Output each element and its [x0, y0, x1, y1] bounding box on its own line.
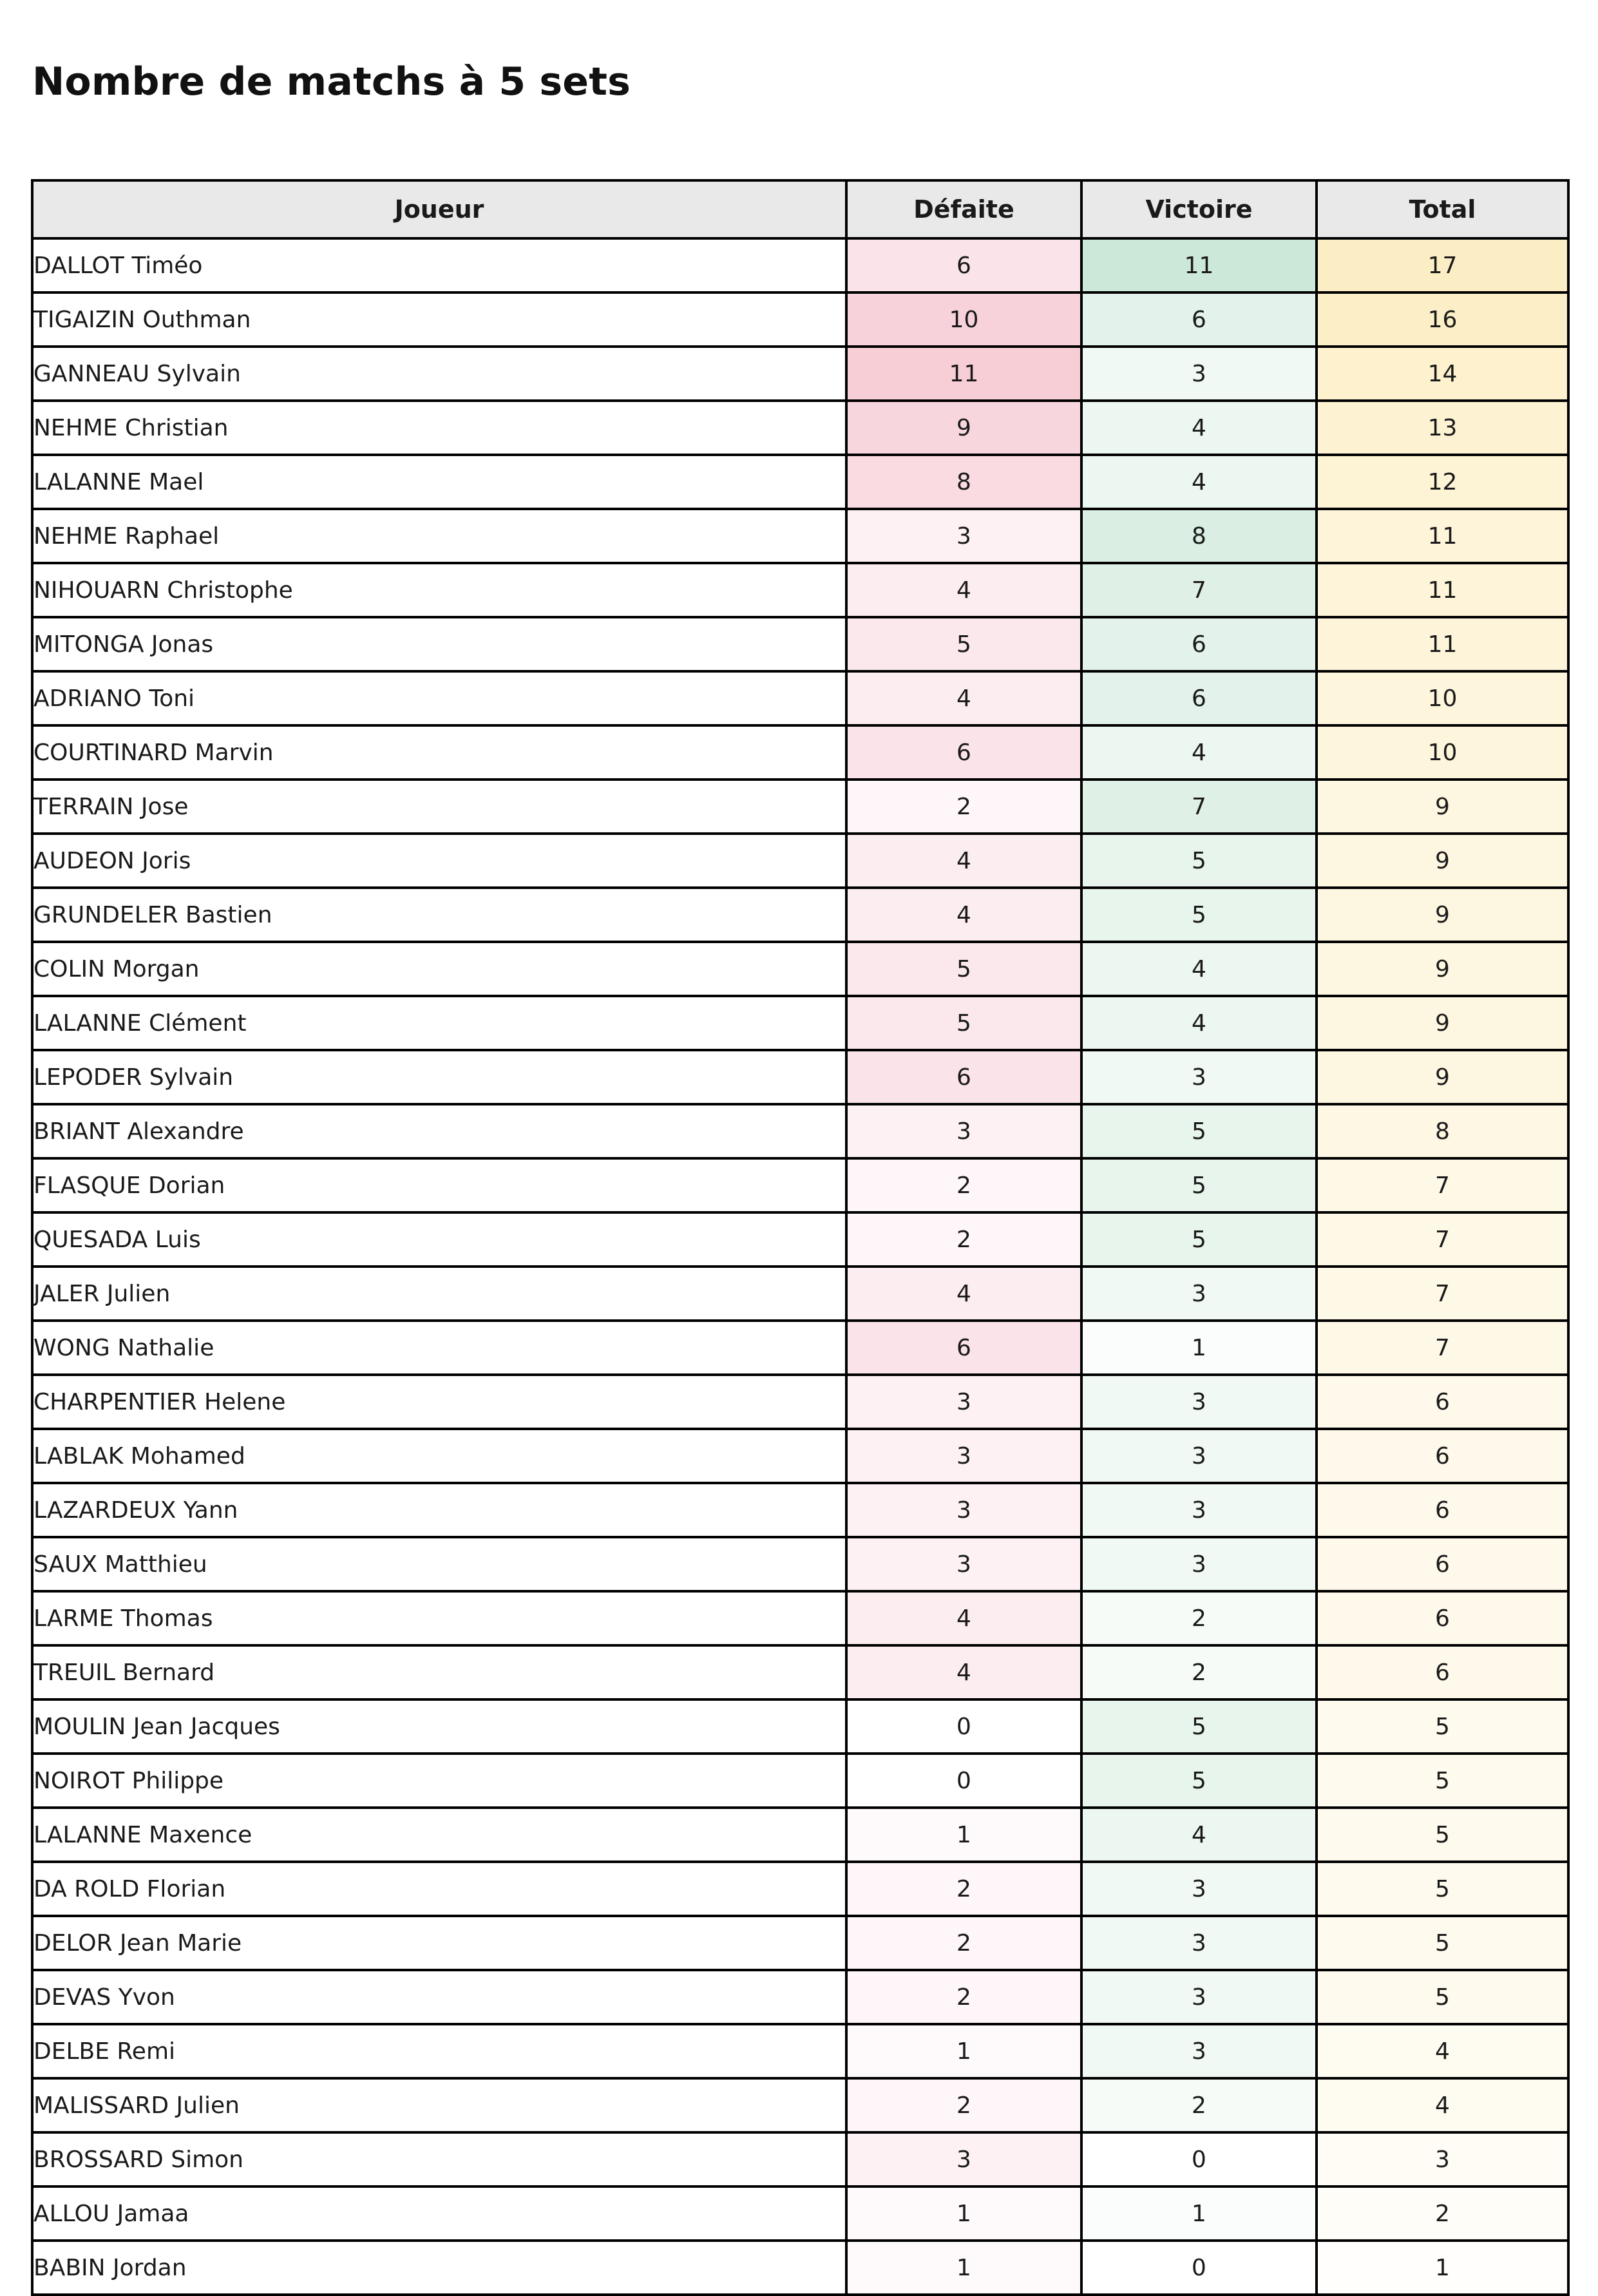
cell-joueur: JALER Julien	[32, 1267, 846, 1321]
cell-victoire: 4	[1081, 455, 1317, 509]
cell-defaite: 8	[846, 455, 1081, 509]
cell-defaite: 3	[846, 1104, 1081, 1158]
cell-joueur: NEHME Raphael	[32, 509, 846, 563]
cell-joueur: DALLOT Timéo	[32, 238, 846, 292]
cell-joueur: DA ROLD Florian	[32, 1862, 846, 1916]
table-header	[32, 180, 1568, 238]
table-row[interactable]	[32, 2186, 1568, 2241]
cell-joueur: MOULIN Jean Jacques	[32, 1699, 846, 1754]
cell-victoire: 5	[1081, 1699, 1317, 1754]
cell-defaite: 4	[846, 563, 1081, 617]
cell-total: 13	[1317, 401, 1568, 455]
cell-joueur: COURTINARD Marvin	[32, 725, 846, 780]
cell-total: 9	[1317, 834, 1568, 888]
cell-defaite: 2	[846, 1970, 1081, 2024]
cell-defaite: 11	[846, 347, 1081, 401]
table-row[interactable]	[32, 1483, 1568, 1537]
cell-defaite: 0	[846, 1754, 1081, 1808]
column-header-joueur[interactable]: Joueur	[32, 180, 846, 238]
cell-total: 9	[1317, 888, 1568, 942]
cell-joueur: ALLOU Jamaa	[32, 2186, 846, 2241]
cell-total: 10	[1317, 725, 1568, 780]
cell-defaite: 5	[846, 617, 1081, 671]
table-row[interactable]	[32, 671, 1568, 725]
cell-defaite: 6	[846, 1321, 1081, 1375]
cell-defaite: 4	[846, 671, 1081, 725]
cell-defaite: 4	[846, 888, 1081, 942]
table-row[interactable]	[32, 238, 1568, 292]
cell-joueur: TREUIL Bernard	[32, 1645, 846, 1699]
cell-victoire: 2	[1081, 1645, 1317, 1699]
table-row[interactable]	[32, 1375, 1568, 1429]
cell-victoire: 6	[1081, 617, 1317, 671]
cell-total: 9	[1317, 942, 1568, 996]
table-row[interactable]	[32, 1970, 1568, 2024]
cell-total: 5	[1317, 1916, 1568, 1970]
cell-victoire: 5	[1081, 1212, 1317, 1267]
table-row[interactable]	[32, 401, 1568, 455]
table-row[interactable]	[32, 1429, 1568, 1483]
cell-defaite: 3	[846, 1537, 1081, 1591]
cell-total: 6	[1317, 1429, 1568, 1483]
cell-total: 9	[1317, 1050, 1568, 1104]
cell-total: 7	[1317, 1267, 1568, 1321]
cell-victoire: 3	[1081, 1916, 1317, 1970]
table-row[interactable]	[32, 1645, 1568, 1699]
table-row[interactable]	[32, 780, 1568, 834]
cell-victoire: 3	[1081, 1862, 1317, 1916]
cell-victoire: 3	[1081, 2024, 1317, 2078]
cell-victoire: 5	[1081, 1104, 1317, 1158]
cell-victoire: 3	[1081, 1375, 1317, 1429]
cell-joueur: NIHOUARN Christophe	[32, 563, 846, 617]
cell-joueur: GANNEAU Sylvain	[32, 347, 846, 401]
cell-defaite: 1	[846, 2024, 1081, 2078]
cell-defaite: 2	[846, 1862, 1081, 1916]
table-row[interactable]	[32, 1321, 1568, 1375]
cell-defaite: 1	[846, 2186, 1081, 2241]
cell-victoire: 8	[1081, 509, 1317, 563]
cell-defaite: 2	[846, 780, 1081, 834]
cell-joueur: LARME Thomas	[32, 1591, 846, 1645]
table-row[interactable]	[32, 1591, 1568, 1645]
cell-victoire: 0	[1081, 2132, 1317, 2186]
cell-victoire: 6	[1081, 671, 1317, 725]
cell-total: 16	[1317, 292, 1568, 347]
cell-victoire: 4	[1081, 725, 1317, 780]
cell-joueur: MITONGA Jonas	[32, 617, 846, 671]
cell-victoire: 4	[1081, 401, 1317, 455]
cell-total: 6	[1317, 1591, 1568, 1645]
cell-defaite: 4	[846, 1267, 1081, 1321]
cell-total: 11	[1317, 509, 1568, 563]
cell-total: 5	[1317, 1754, 1568, 1808]
cell-joueur: GRUNDELER Bastien	[32, 888, 846, 942]
cell-total: 11	[1317, 563, 1568, 617]
cell-total: 14	[1317, 347, 1568, 401]
cell-defaite: 9	[846, 401, 1081, 455]
table-row[interactable]	[32, 2132, 1568, 2186]
cell-defaite: 3	[846, 1375, 1081, 1429]
cell-victoire: 7	[1081, 780, 1317, 834]
cell-total: 6	[1317, 1537, 1568, 1591]
cell-total: 1	[1317, 2241, 1568, 2295]
table-row[interactable]	[32, 1808, 1568, 1862]
table-row[interactable]	[32, 347, 1568, 401]
cell-victoire: 5	[1081, 1158, 1317, 1212]
cell-defaite: 4	[846, 1591, 1081, 1645]
cell-victoire: 6	[1081, 292, 1317, 347]
table-body	[32, 238, 1568, 2295]
cell-total: 4	[1317, 2024, 1568, 2078]
column-header-total[interactable]: Total	[1317, 180, 1568, 238]
cell-joueur: LALANNE Mael	[32, 455, 846, 509]
cell-defaite: 3	[846, 1483, 1081, 1537]
cell-total: 11	[1317, 617, 1568, 671]
table-row[interactable]	[32, 455, 1568, 509]
cell-joueur: SAUX Matthieu	[32, 1537, 846, 1591]
cell-victoire: 1	[1081, 1321, 1317, 1375]
cell-total: 9	[1317, 996, 1568, 1050]
table-row[interactable]	[32, 509, 1568, 563]
cell-victoire: 11	[1081, 238, 1317, 292]
cell-total: 6	[1317, 1375, 1568, 1429]
stats-table	[31, 179, 1570, 2296]
cell-joueur: LAZARDEUX Yann	[32, 1483, 846, 1537]
cell-victoire: 7	[1081, 563, 1317, 617]
cell-defaite: 0	[846, 1699, 1081, 1754]
cell-victoire: 3	[1081, 1537, 1317, 1591]
table-row[interactable]	[32, 942, 1568, 996]
table-row[interactable]	[32, 617, 1568, 671]
table-row[interactable]	[32, 2024, 1568, 2078]
cell-defaite: 2	[846, 1158, 1081, 1212]
cell-defaite: 6	[846, 725, 1081, 780]
cell-total: 6	[1317, 1483, 1568, 1537]
cell-defaite: 10	[846, 292, 1081, 347]
cell-total: 6	[1317, 1645, 1568, 1699]
cell-joueur: LABLAK Mohamed	[32, 1429, 846, 1483]
cell-joueur: BRIANT Alexandre	[32, 1104, 846, 1158]
table-row[interactable]	[32, 996, 1568, 1050]
table-row[interactable]	[32, 1862, 1568, 1916]
cell-victoire: 4	[1081, 942, 1317, 996]
cell-defaite: 6	[846, 1050, 1081, 1104]
cell-total: 5	[1317, 1808, 1568, 1862]
table-row[interactable]	[32, 292, 1568, 347]
cell-total: 7	[1317, 1321, 1568, 1375]
cell-joueur: BABIN Jordan	[32, 2241, 846, 2295]
cell-total: 5	[1317, 1699, 1568, 1754]
cell-defaite: 3	[846, 2132, 1081, 2186]
cell-joueur: TERRAIN Jose	[32, 780, 846, 834]
cell-victoire: 1	[1081, 2186, 1317, 2241]
table-row[interactable]	[32, 1267, 1568, 1321]
cell-total: 3	[1317, 2132, 1568, 2186]
cell-total: 12	[1317, 455, 1568, 509]
cell-defaite: 5	[846, 942, 1081, 996]
column-header-victoire[interactable]: Victoire	[1081, 180, 1317, 238]
table-row[interactable]	[32, 1050, 1568, 1104]
table-row[interactable]	[32, 2078, 1568, 2132]
cell-total: 4	[1317, 2078, 1568, 2132]
cell-total: 7	[1317, 1212, 1568, 1267]
cell-victoire: 3	[1081, 1050, 1317, 1104]
cell-joueur: FLASQUE Dorian	[32, 1158, 846, 1212]
cell-victoire: 4	[1081, 996, 1317, 1050]
cell-joueur: LALANNE Maxence	[32, 1808, 846, 1862]
cell-total: 17	[1317, 238, 1568, 292]
stats-table-container	[31, 179, 1567, 2296]
cell-victoire: 3	[1081, 1429, 1317, 1483]
cell-total: 5	[1317, 1862, 1568, 1916]
cell-total: 9	[1317, 780, 1568, 834]
cell-joueur: AUDEON Joris	[32, 834, 846, 888]
table-row[interactable]	[32, 834, 1568, 888]
cell-victoire: 5	[1081, 888, 1317, 942]
table-row[interactable]	[32, 2241, 1568, 2295]
cell-total: 2	[1317, 2186, 1568, 2241]
cell-defaite: 2	[846, 1916, 1081, 1970]
cell-joueur: CHARPENTIER Helene	[32, 1375, 846, 1429]
cell-joueur: NOIROT Philippe	[32, 1754, 846, 1808]
cell-defaite: 1	[846, 2241, 1081, 2295]
cell-victoire: 5	[1081, 1754, 1317, 1808]
table-row[interactable]	[32, 563, 1568, 617]
cell-joueur: WONG Nathalie	[32, 1321, 846, 1375]
cell-defaite: 2	[846, 1212, 1081, 1267]
cell-defaite: 3	[846, 509, 1081, 563]
table-row[interactable]	[32, 888, 1568, 942]
cell-defaite: 2	[846, 2078, 1081, 2132]
cell-victoire: 2	[1081, 2078, 1317, 2132]
cell-joueur: DELBE Remi	[32, 2024, 846, 2078]
column-header-defaite[interactable]: Défaite	[846, 180, 1081, 238]
page-title: Nombre de matchs à 5 sets	[32, 59, 631, 104]
table-row[interactable]	[32, 1212, 1568, 1267]
table-row[interactable]	[32, 1699, 1568, 1754]
cell-total: 8	[1317, 1104, 1568, 1158]
table-row[interactable]	[32, 1537, 1568, 1591]
cell-victoire: 5	[1081, 834, 1317, 888]
cell-defaite: 5	[846, 996, 1081, 1050]
cell-joueur: DEVAS Yvon	[32, 1970, 846, 2024]
cell-victoire: 3	[1081, 1267, 1317, 1321]
cell-joueur: BROSSARD Simon	[32, 2132, 846, 2186]
cell-total: 7	[1317, 1158, 1568, 1212]
cell-joueur: ADRIANO Toni	[32, 671, 846, 725]
cell-joueur: NEHME Christian	[32, 401, 846, 455]
cell-victoire: 2	[1081, 1591, 1317, 1645]
cell-victoire: 3	[1081, 1483, 1317, 1537]
cell-victoire: 4	[1081, 1808, 1317, 1862]
cell-defaite: 4	[846, 1645, 1081, 1699]
cell-total: 5	[1317, 1970, 1568, 2024]
cell-defaite: 6	[846, 238, 1081, 292]
table-row[interactable]	[32, 1916, 1568, 1970]
cell-joueur: DELOR Jean Marie	[32, 1916, 846, 1970]
cell-defaite: 4	[846, 834, 1081, 888]
cell-joueur: MALISSARD Julien	[32, 2078, 846, 2132]
cell-total: 10	[1317, 671, 1568, 725]
table-row[interactable]	[32, 1754, 1568, 1808]
table-row[interactable]	[32, 725, 1568, 780]
cell-victoire: 3	[1081, 347, 1317, 401]
cell-defaite: 3	[846, 1429, 1081, 1483]
cell-joueur: LALANNE Clément	[32, 996, 846, 1050]
cell-joueur: LEPODER Sylvain	[32, 1050, 846, 1104]
table-row[interactable]	[32, 1158, 1568, 1212]
cell-joueur: QUESADA Luis	[32, 1212, 846, 1267]
table-row[interactable]	[32, 1104, 1568, 1158]
cell-joueur: TIGAIZIN Outhman	[32, 292, 846, 347]
cell-victoire: 3	[1081, 1970, 1317, 2024]
cell-joueur: COLIN Morgan	[32, 942, 846, 996]
table-header-row	[32, 180, 1568, 238]
cell-victoire: 0	[1081, 2241, 1317, 2295]
cell-defaite: 1	[846, 1808, 1081, 1862]
